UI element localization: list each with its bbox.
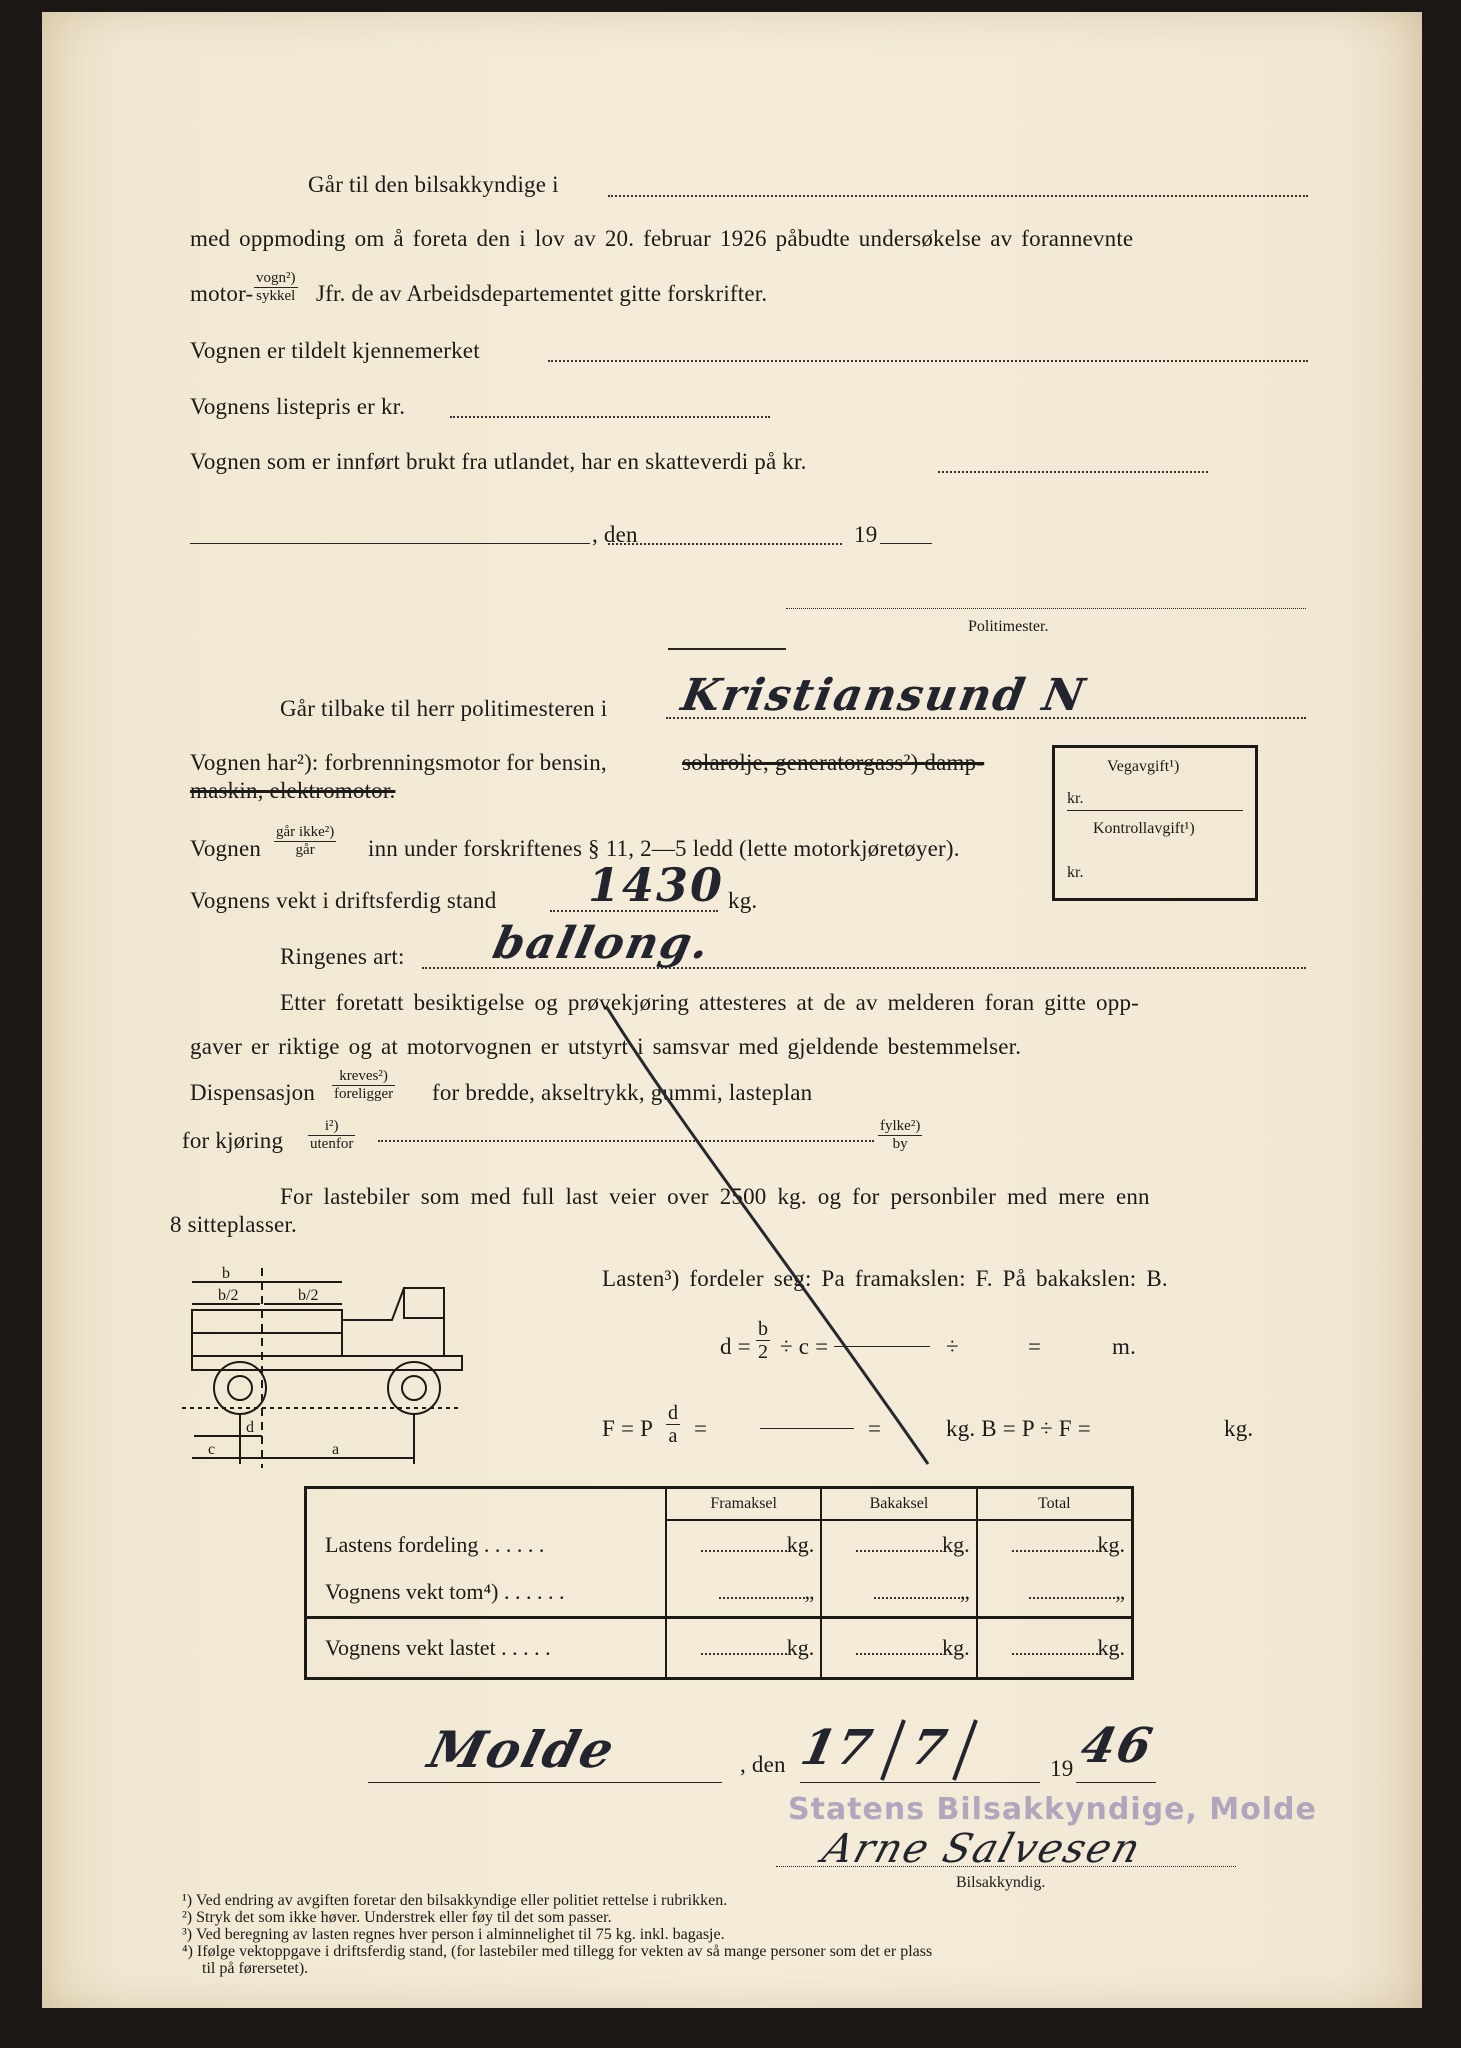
motor-prefix: motor-: [190, 281, 254, 306]
signature-den: , den: [740, 1752, 786, 1777]
unit: „: [804, 1579, 815, 1605]
signature-place-field[interactable]: [368, 1782, 722, 1783]
year-field[interactable]: [880, 543, 932, 544]
footnote-mark: ³): [182, 1926, 193, 1943]
rear-hub: [228, 1376, 252, 1400]
skatteverdi-field[interactable]: [938, 471, 1208, 473]
politimester-label: Politimester.: [968, 618, 1049, 635]
truck-label-d: d: [246, 1419, 254, 1436]
kjoring-fraction: [308, 1118, 355, 1153]
truck-diagram: [182, 1258, 602, 1488]
sted-field[interactable]: [190, 543, 590, 544]
front-hub: [402, 1376, 426, 1400]
attest-line-2: gaver er riktige og at motorvognen er utstyrt i samsvar med gjeldende bestemmelser.: [190, 1034, 1022, 1059]
disp-suffix: for bredde, akseltrykk, gummi, lasteplan: [432, 1080, 813, 1105]
footnote-text: Stryk det som ikke høver. Understrek eller føy til det som passer.: [196, 1909, 612, 1926]
vegavgift-kr: kr.: [1067, 790, 1084, 807]
b-num: b: [758, 1318, 768, 1340]
ringer-handwritten: ballong.: [488, 918, 716, 969]
disp-prefix: Dispensasjon: [190, 1080, 316, 1105]
kontrollavgift-label: Kontrollavgift¹): [1093, 820, 1195, 837]
motor-frac-den: sykkel: [256, 288, 296, 304]
year-handwritten: 46: [1076, 1718, 1159, 1774]
form-sheet: [42, 12, 1422, 2008]
laste-line-1: For lastebiler som med full last veier over 2500 kg. og for personbiler med mere enn: [280, 1184, 1150, 1209]
truck-label-b: b: [222, 1265, 230, 1282]
d-div: ÷: [946, 1334, 959, 1359]
politimester-signature-line[interactable]: [786, 608, 1306, 609]
diagonal-pen-stroke: [598, 1002, 938, 1472]
truck-label-half-b1: b/2: [218, 1287, 239, 1304]
header-framaksel: Framaksel: [666, 1488, 821, 1521]
b-den: 2: [758, 1341, 768, 1363]
motor-frac-num: vogn²): [256, 270, 296, 286]
year-prefix: 19: [854, 522, 878, 547]
unit: kg.: [942, 1634, 970, 1660]
gaar-tilbake-label: Går tilbake til herr politimesteren i: [280, 696, 608, 721]
vekt-unit: kg.: [728, 888, 758, 913]
footnotes: [182, 1892, 932, 1977]
place-handwritten: Molde: [422, 1720, 622, 1779]
footnote-mark: ⁴): [182, 1943, 193, 1960]
header-total: Total: [977, 1488, 1133, 1521]
truck-label-half-b2: b/2: [298, 1287, 319, 1304]
row-label-tom: Vognens vekt tom⁴) . . . . . .: [306, 1569, 667, 1617]
vekt-handwritten: 1430: [588, 858, 725, 912]
gaar-fraction: [274, 824, 336, 859]
unit: „: [1115, 1579, 1125, 1605]
lasten-text: Lasten³) fordeler seg: Pa framakslen: F. På bakakslen: B.: [602, 1266, 1168, 1291]
motor-suffix: Jfr. de av Arbeidsdepartementet gitte forskrifter.: [316, 281, 768, 306]
footnote-2: [182, 1909, 932, 1926]
truck-window: [404, 1288, 444, 1318]
year-prefix-2: 19: [1050, 1756, 1074, 1781]
truck-label-c: c: [208, 1441, 216, 1458]
kjoring-frac-num: i²): [308, 1118, 355, 1136]
dato-field[interactable]: [608, 543, 842, 545]
cell-fram-3[interactable]: [666, 1617, 821, 1678]
cell-total-2[interactable]: [977, 1569, 1133, 1617]
table-row: [306, 1569, 1133, 1617]
slash-stroke: [882, 1720, 904, 1780]
unit: kg.: [786, 1532, 815, 1558]
truck-label-a: a: [332, 1441, 340, 1458]
footnote-1: [182, 1892, 932, 1909]
oppmoding-text: med oppmoding om å foreta den i lov av 20. februar 1926 påbudte undersøkelse av forannevnte: [190, 226, 1134, 251]
gaar-prefix: Vognen: [190, 836, 262, 861]
table-row: [306, 1617, 1133, 1678]
disp-frac-den: foreligger: [334, 1086, 394, 1102]
table-header-row: [306, 1488, 1133, 1521]
f-lhs: F = P: [602, 1416, 654, 1441]
cell-bak-3[interactable]: [821, 1617, 976, 1678]
vegavgift-label: Vegavgift¹): [1107, 758, 1180, 775]
kjennemerke-field[interactable]: [548, 360, 1308, 362]
truck-cab: [342, 1288, 444, 1356]
har-struck-2: maskin, elektromotor.: [190, 778, 396, 803]
fylke-frac-den: by: [892, 1136, 908, 1152]
kjoring-prefix: for kjøring: [182, 1128, 284, 1153]
gaar-til-field[interactable]: [608, 195, 1308, 197]
year-field-2[interactable]: [1076, 1782, 1156, 1783]
gaar-frac-num: går ikke²): [276, 824, 335, 840]
gaar-til-label: Går til den bilsakkyndige i: [308, 172, 559, 197]
disp-fraction: [332, 1068, 395, 1103]
d-unit: m.: [1112, 1334, 1137, 1359]
slash-stroke: [954, 1720, 976, 1780]
load-table: [304, 1486, 1134, 1680]
official-stamp: Statens Bilsakkyndige, Molde: [788, 1792, 1317, 1827]
footnote-text: Ifølge vektoppgave i driftsferdig stand, (for lastebiler med tillegg for vekten av så mange personer som det er plass: [196, 1943, 933, 1960]
day-handwritten: 17: [796, 1720, 879, 1776]
month-handwritten: 7: [906, 1720, 954, 1776]
kjoring-frac-den: utenfor: [310, 1136, 354, 1152]
signer-handwritten: Arne Salvesen: [817, 1826, 1148, 1872]
har-struck-1: solarolje, generatorgass²) damp-: [682, 750, 985, 775]
footnote-text: Ved beregning av lasten regnes hver person i alminnelighet til 75 kg. inkl. bagasje.: [195, 1926, 725, 1943]
skatteverdi-label: Vognen som er innført brukt fra utlandet, har en skatteverdi på kr.: [190, 449, 807, 474]
footnote-mark: ¹): [182, 1892, 193, 1909]
header-bakaksel: Bakaksel: [821, 1488, 976, 1521]
fylke-frac-num: fylke²): [880, 1118, 921, 1134]
a-den: a: [668, 1425, 678, 1447]
pen-stroke-path: [606, 1006, 928, 1464]
vekt-label: Vognens vekt i driftsferdig stand: [190, 888, 497, 913]
unit: kg.: [1097, 1634, 1125, 1660]
kjennemerke-label: Vognen er tildelt kjennemerket: [190, 338, 480, 363]
unit: kg.: [1097, 1532, 1125, 1558]
disp-frac-num: kreves²): [332, 1068, 395, 1086]
unit: kg.: [786, 1634, 815, 1660]
row-label-lastet: Vognens vekt lastet . . . . .: [325, 1634, 551, 1660]
f-eq: =: [694, 1416, 708, 1441]
gaar-frac-den: går: [295, 842, 315, 858]
f-eq2: =: [868, 1416, 882, 1441]
laste-line-2: 8 sitteplasser.: [170, 1212, 297, 1237]
kg-end: kg.: [1224, 1416, 1254, 1441]
d-num: d: [668, 1402, 678, 1424]
cell-total-3[interactable]: [977, 1617, 1133, 1678]
gaar-tilbake-handwritten: Kristiansund N: [677, 670, 1091, 721]
section-divider: [668, 648, 786, 650]
unit: „: [959, 1579, 970, 1605]
listepris-field[interactable]: [450, 416, 770, 418]
motor-fraction: [254, 270, 298, 305]
har-prefix: Vognen har²): forbrenningsmotor for bensin,: [190, 750, 607, 775]
footnote-mark: ²): [182, 1909, 193, 1926]
cell-bak-2[interactable]: [821, 1569, 976, 1617]
row-label-lastens: Lastens fordeling . . . . . .: [325, 1531, 545, 1557]
footnote-text: til på førersetet).: [202, 1960, 309, 1977]
d-lhs: d =: [720, 1334, 751, 1359]
unit: kg.: [942, 1532, 970, 1558]
ringer-label: Ringenes art:: [280, 944, 405, 969]
vegavgift-field[interactable]: [1067, 810, 1243, 811]
date-slash-1: [878, 1718, 908, 1782]
bilsakkyndig-label: Bilsakkyndig.: [956, 1874, 1046, 1891]
gaar-suffix: inn under forskriftenes § 11, 2—5 ledd (lette motorkjøretøyer).: [368, 836, 960, 861]
kg-b: kg. B = P ÷ F =: [946, 1416, 1091, 1441]
cell-bak-1[interactable]: [821, 1520, 976, 1568]
den-label: , den: [592, 522, 638, 547]
d-rest: ÷ c =: [780, 1334, 829, 1359]
footnote-4-continued: [182, 1960, 932, 1977]
footnote-3: [182, 1926, 932, 1943]
date-slash-2: [950, 1718, 980, 1782]
fee-box: [1052, 745, 1258, 901]
attest-line-1: Etter foretatt besiktigelse og prøvekjøring attesteres at de av melderen foran gitte opp-: [280, 990, 1140, 1015]
cell-total-1[interactable]: [977, 1520, 1133, 1568]
signature-date-field[interactable]: [800, 1782, 1040, 1783]
kontrollavgift-kr: kr.: [1067, 864, 1084, 881]
cell-fram-1[interactable]: [666, 1520, 821, 1568]
cell-fram-2[interactable]: [666, 1569, 821, 1617]
listepris-label: Vognens listepris er kr.: [190, 394, 406, 419]
footnote-text: Ved endring av avgiften foretar den bilsakkyndige eller politiet rettelse i rubrikken.: [195, 1892, 728, 1909]
table-row: [306, 1520, 1133, 1568]
d-eq: =: [1028, 1334, 1042, 1359]
footnote-4: [182, 1943, 932, 1960]
